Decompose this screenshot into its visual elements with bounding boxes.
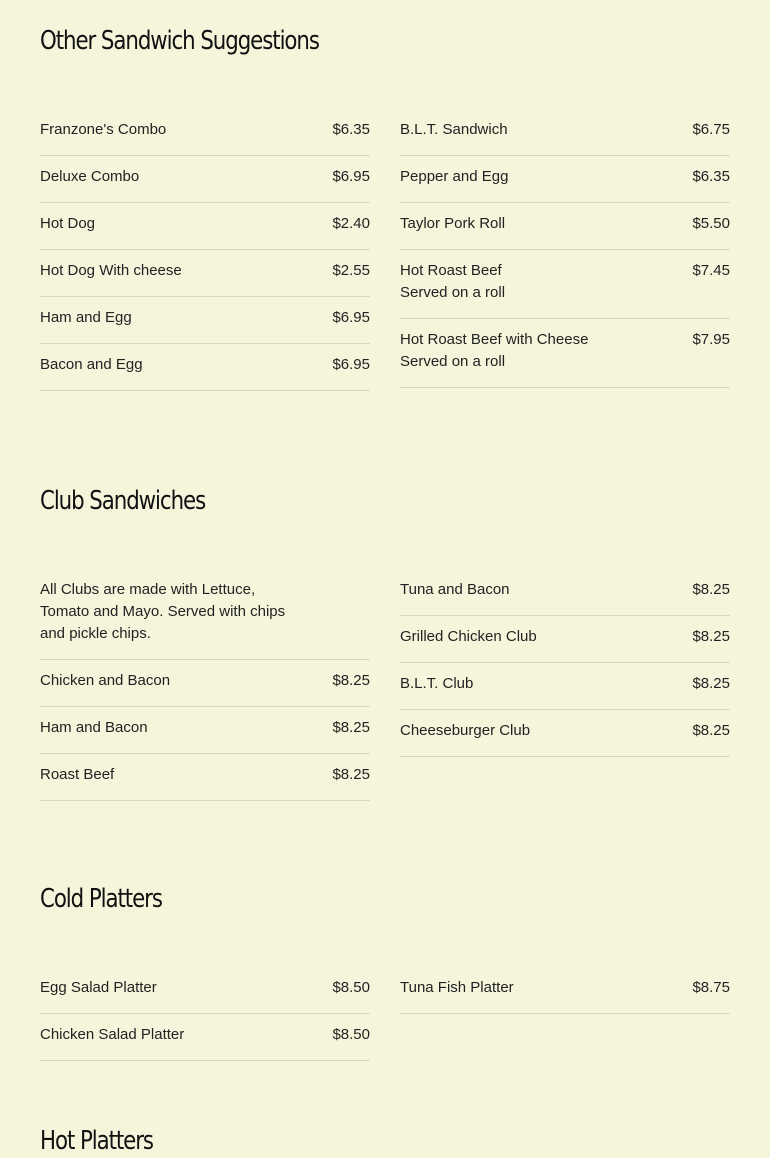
menu-column-left xyxy=(40,967,370,1061)
menu-column-left xyxy=(40,569,370,801)
item-price: $8.25 xyxy=(692,722,730,739)
item-name: Egg Salad Platter xyxy=(40,979,157,996)
item-price: $6.35 xyxy=(332,121,370,138)
menu-item xyxy=(400,250,730,319)
menu-item xyxy=(400,569,730,616)
section-cold-platters xyxy=(40,882,730,1043)
item-price: $6.75 xyxy=(692,121,730,138)
menu-item xyxy=(400,710,730,757)
item-price: $6.95 xyxy=(332,356,370,373)
item-price: $7.45 xyxy=(692,262,730,279)
item-price: $6.95 xyxy=(332,309,370,326)
menu-item xyxy=(40,203,370,250)
menu-item xyxy=(400,203,730,250)
item-name: Roast Beef xyxy=(40,766,115,783)
menu-column-right xyxy=(400,967,730,1061)
menu-item xyxy=(400,616,730,663)
menu-item xyxy=(40,754,370,801)
menu-item xyxy=(400,109,730,156)
menu-item xyxy=(40,1014,370,1061)
menu-item xyxy=(400,663,730,710)
item-name: Taylor Pork Roll xyxy=(400,215,506,232)
menu-item xyxy=(40,707,370,754)
menu-column-right xyxy=(400,109,730,391)
item-name: Cheeseburger Club xyxy=(400,722,531,739)
menu-item xyxy=(40,250,370,297)
item-name: Chicken and Bacon xyxy=(40,672,171,689)
item-name: Grilled Chicken Club xyxy=(400,628,537,645)
item-price: $8.25 xyxy=(332,719,370,736)
item-price: $6.35 xyxy=(692,168,730,185)
section-other-sandwich-suggestions xyxy=(40,24,730,373)
item-price: $8.50 xyxy=(332,1026,370,1043)
menu-item xyxy=(400,967,730,1014)
menu-columns xyxy=(40,109,730,391)
item-price: $7.95 xyxy=(692,331,730,348)
menu-column-left xyxy=(40,109,370,391)
item-name: Pepper and Egg xyxy=(400,168,509,185)
menu-item xyxy=(40,660,370,707)
menu-item xyxy=(40,344,370,391)
menu-item xyxy=(40,967,370,1014)
item-name: Franzone's Combo xyxy=(40,121,167,138)
menu-item xyxy=(400,319,730,388)
section-title: Cold Platters xyxy=(40,884,162,914)
item-price: $8.25 xyxy=(332,766,370,783)
menu-columns xyxy=(40,967,730,1061)
item-price: $8.50 xyxy=(332,979,370,996)
item-name: Ham and Bacon xyxy=(40,719,148,736)
item-price: $2.55 xyxy=(332,262,370,279)
item-price: $8.25 xyxy=(692,581,730,598)
item-name: Tuna Fish Platter xyxy=(400,979,514,996)
item-name: Hot Dog xyxy=(40,215,96,232)
menu-column-right xyxy=(400,569,730,801)
section-title: Other Sandwich Suggestions xyxy=(40,26,319,56)
menu-item xyxy=(400,156,730,203)
menu-columns xyxy=(40,569,730,801)
item-name: Hot Dog With cheese xyxy=(40,262,182,279)
item-name: Tuna and Bacon xyxy=(400,581,510,598)
club-note: All Clubs are made with Lettuce, Tomato and Mayo. Served with chips and pickle chips. xyxy=(40,581,286,642)
section-title: Hot Platters xyxy=(40,1126,153,1156)
item-name: Ham and Egg xyxy=(40,309,132,326)
item-price: $6.95 xyxy=(332,168,370,185)
item-name: Hot Roast Beef Served on a roll xyxy=(400,262,506,301)
menu-item xyxy=(40,297,370,344)
club-note-row xyxy=(40,569,370,660)
item-price: $8.25 xyxy=(692,675,730,692)
item-price: $8.75 xyxy=(692,979,730,996)
item-name: B.L.T. Club xyxy=(400,675,474,692)
item-price: $2.40 xyxy=(332,215,370,232)
item-price: $5.50 xyxy=(692,215,730,232)
menu-item xyxy=(40,156,370,203)
item-price: $8.25 xyxy=(332,672,370,689)
item-name: Hot Roast Beef with Cheese Served on a roll xyxy=(400,331,589,370)
section-title: Club Sandwiches xyxy=(40,486,206,516)
section-club-sandwiches xyxy=(40,484,730,783)
item-name: Chicken Salad Platter xyxy=(40,1026,185,1043)
item-name: B.L.T. Sandwich xyxy=(400,121,508,138)
item-name: Deluxe Combo xyxy=(40,168,140,185)
item-name: Bacon and Egg xyxy=(40,356,143,373)
section-hot-platters xyxy=(40,1124,730,1158)
menu-item xyxy=(40,109,370,156)
item-price: $8.25 xyxy=(692,628,730,645)
